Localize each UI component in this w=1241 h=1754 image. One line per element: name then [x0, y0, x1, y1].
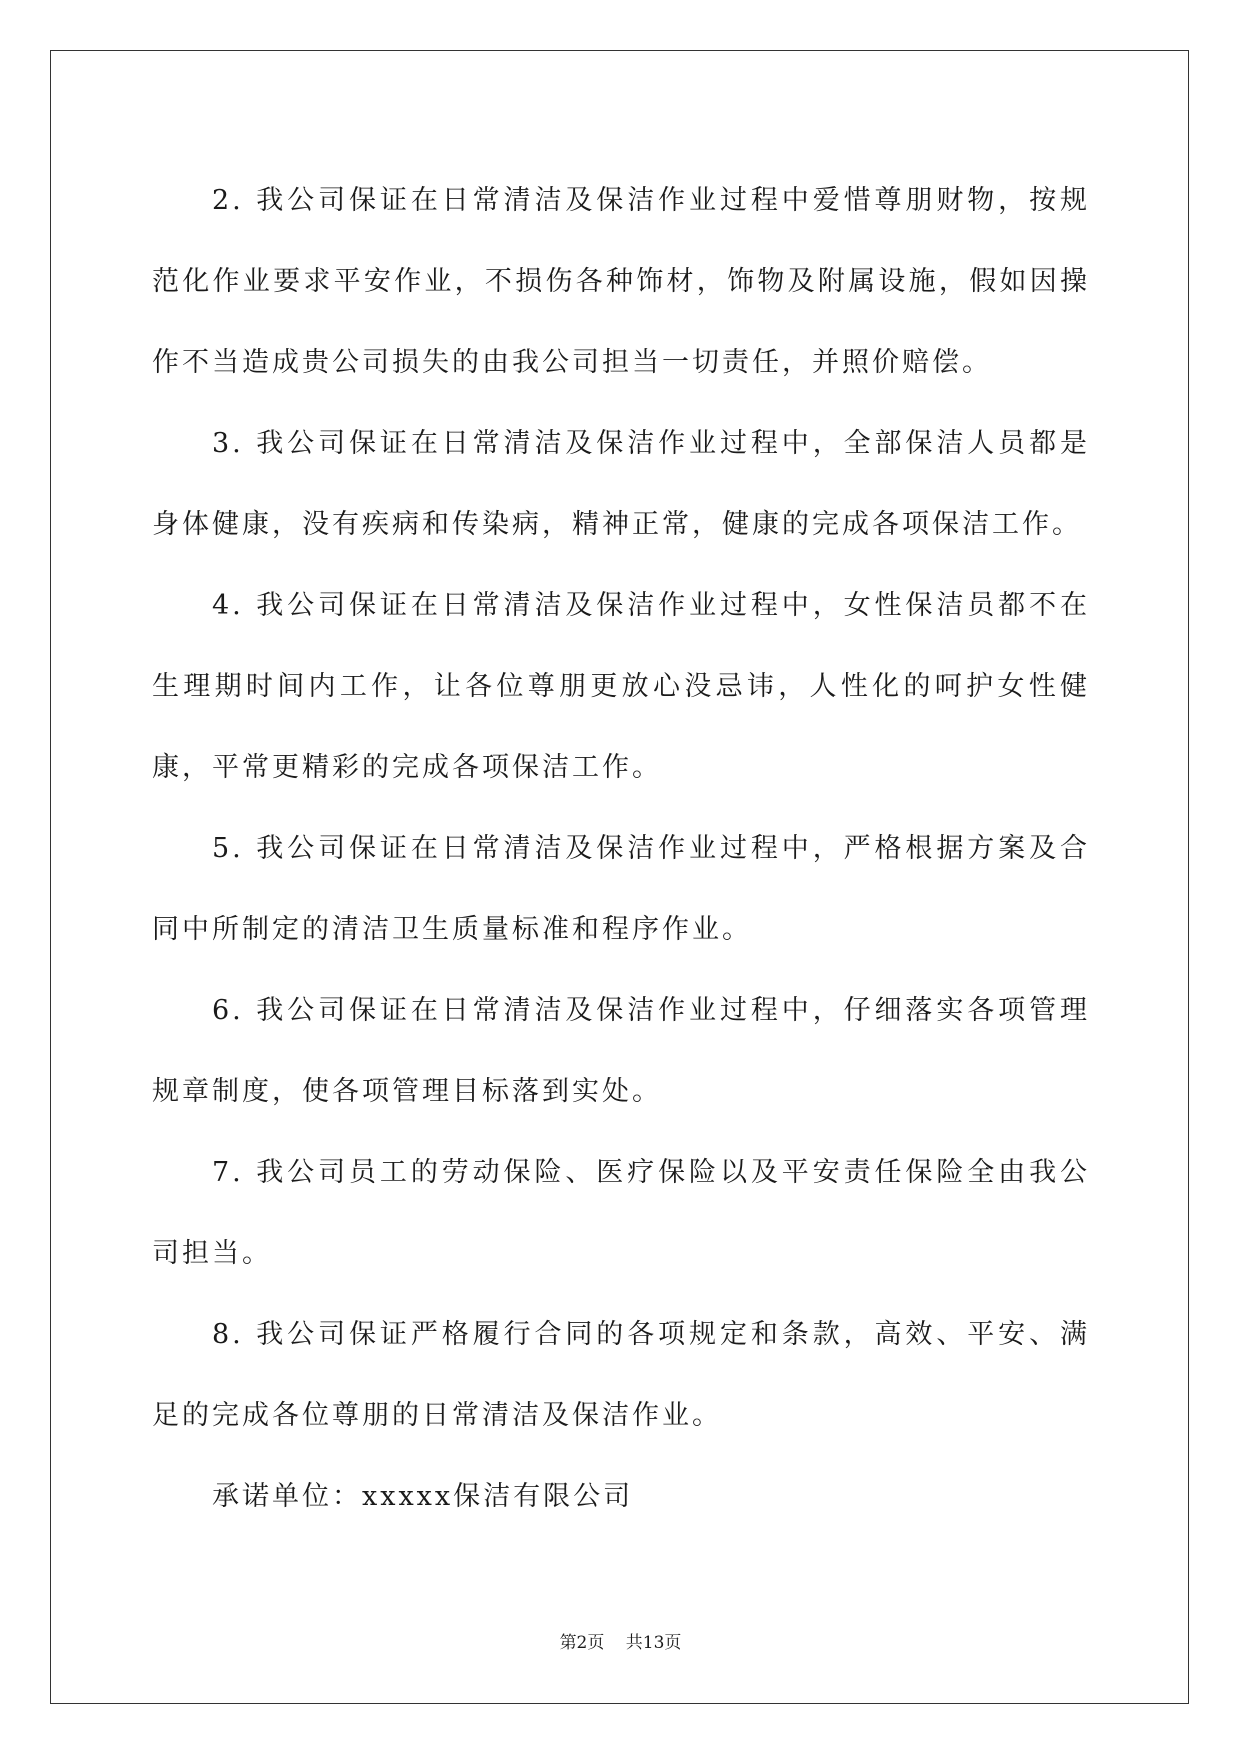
signature-line: 承诺单位：xxxxx保洁有限公司 — [212, 1481, 634, 1512]
page-number: 第2页 — [559, 1633, 605, 1653]
page-footer — [0, 1628, 1241, 1653]
document-body — [152, 160, 1090, 1537]
paragraph-item-5: 5. 我公司保证在日常清洁及保洁作业过程中，严格根据方案及合同中所制定的清洁卫生质量标准和程序作业。 — [152, 833, 1090, 945]
paragraph-item-8: 8. 我公司保证严格履行合同的各项规定和条款，高效、平安、满足的完成各位尊朋的日常清洁及保洁作业。 — [152, 1319, 1090, 1431]
paragraph-item-7: 7. 我公司员工的劳动保险、医疗保险以及平安责任保险全由我公司担当。 — [152, 1157, 1090, 1269]
paragraph-item-3: 3. 我公司保证在日常清洁及保洁作业过程中，全部保洁人员都是身体健康，没有疾病和传染病，精神正常，健康的完成各项保洁工作。 — [152, 428, 1090, 540]
paragraph-item-6: 6. 我公司保证在日常清洁及保洁作业过程中，仔细落实各项管理规章制度，使各项管理目标落到实处。 — [152, 995, 1090, 1107]
page-total: 共13页 — [625, 1633, 682, 1653]
paragraph-item-2: 2. 我公司保证在日常清洁及保洁作业过程中爱惜尊朋财物，按规范化作业要求平安作业，不损伤各种饰材，饰物及附属设施，假如因操作不当造成贵公司损失的由我公司担当一切责任，并照价赔偿。 — [152, 185, 1090, 378]
paragraph-item-4: 4. 我公司保证在日常清洁及保洁作业过程中，女性保洁员都不在生理期时间内工作，让各位尊朋更放心没忌讳，人性化的呵护女性健康，平常更精彩的完成各项保洁工作。 — [152, 590, 1090, 783]
